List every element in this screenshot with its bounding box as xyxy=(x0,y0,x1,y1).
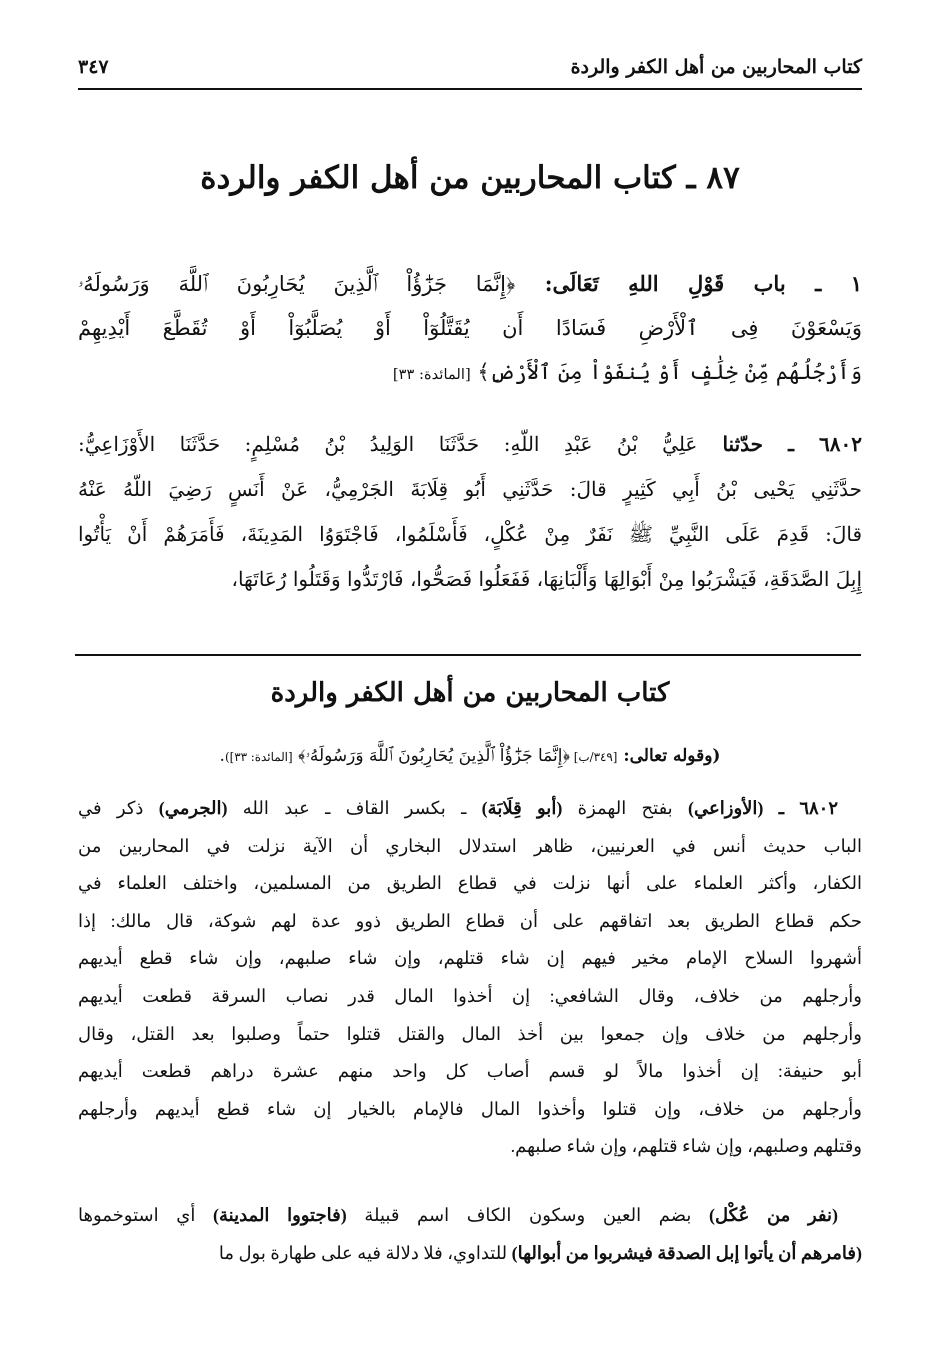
text-line xyxy=(78,1091,862,1129)
text-line xyxy=(78,1016,862,1054)
reference: [المائدة: ٣٣] xyxy=(392,366,471,383)
text-segment: أي استوخموها xyxy=(78,1205,196,1225)
text-segment: بفتح الهمزة xyxy=(562,798,673,818)
text-line xyxy=(78,306,862,350)
text-segment: عَلِيُّ بْنُ عَبْدِ اللّهِ: حَدَّثَنَا الوَلِيدُ بْنُ مُسْلِمٍ: حَدَّثَنَا الأَوْزَاعِيُّ: xyxy=(78,432,698,456)
text-line xyxy=(78,557,862,602)
text-segment: الكفار، وأكثر العلماء على أنها نزلت في قطاع الطريق من المسلمين، واختلف العلماء في xyxy=(78,873,862,894)
text-segment: إِبِلَ الصَّدَقَةِ، فَيَشْرَبُوا مِنْ أَبْوَالِهَا وَأَلْبَانِهَا، فَفَعَلُوا فَصَحُّوا، فَارْتَدُّوا وَقَتَلُوا رُعَاتَهَا، xyxy=(231,567,862,591)
text-line xyxy=(78,1053,862,1091)
text-line xyxy=(78,1128,862,1166)
bold-term: (وقوله تعالى: xyxy=(617,746,721,766)
text-line xyxy=(78,790,862,828)
running-header xyxy=(78,52,862,88)
bab-heading xyxy=(78,262,862,397)
text-line xyxy=(78,978,862,1016)
bold-term: (الجرمي) xyxy=(143,798,228,818)
text-segment: أشهروا السلاح الإمام مخير فيهم إن شاء قتلهم، وإن شاء صلبهم، وإن شاء قطع أيديهم xyxy=(78,948,862,969)
commentary-paragraph xyxy=(78,790,862,1166)
quran-verse: وَيَسْعَوْنَ فِى ٱلْأَرْضِ فَسَادًا أَن يُقَتَّلُوٓاْ أَوْ يُصَلَّبُوٓاْ أَوْ تُقَطَّعَ أَيْدِيهِمْ xyxy=(78,316,862,340)
quran-verse: ﴿إِنَّمَا جَزَٰٓؤُاْ ٱلَّذِينَ يُحَارِبُونَ ٱللَّهَ وَرَسُولَهُۥ xyxy=(78,272,516,296)
page-number: ٣٤٧ xyxy=(78,56,109,78)
text-line xyxy=(78,350,862,397)
chapter-title: ٨٧ ـ كتاب المحاربين من أهل الكفر والردة xyxy=(200,160,740,196)
text-segment: حكم قطاع الطريق بعد اتفاقهم على أن قطاع الطريق ذوو عدة لهم شوكة، قال مالك: إذا xyxy=(78,910,862,931)
bold-term: (نفر من عُكْل) xyxy=(691,1205,838,1225)
hadith-text xyxy=(78,422,862,602)
reference: [المائدة: ٣٣]) xyxy=(224,750,293,764)
text-line xyxy=(78,467,862,512)
commentary-verse xyxy=(78,738,862,775)
text-segment: وأرجلهم من خلاف، وقال الشافعي: إن أخذوا المال قدر نصاب السرقة قطعت أيديهم xyxy=(78,985,862,1006)
header-rule xyxy=(78,88,862,90)
bold-term: ٦٨٠٢ ـ (الأوزاعي) xyxy=(672,798,839,818)
quran-verse: وَأَرْجُلُهُم مِّنْ خِلَٰفٍ أَوْ يُنفَوْاْ مِنَ ٱلْأَرْضِ﴾ xyxy=(470,360,862,384)
text-line xyxy=(78,262,862,306)
text-segment: وأرجلهم من خلاف وإن جمعوا بين أخذ المال والقتل قتلوا حتماً وصلبوا بعد القتل، وقال xyxy=(78,1023,862,1044)
text-segment: للتداوي، فلا دلالة فيه على طهارة بول ما xyxy=(218,1243,508,1263)
text-segment: قالَ: قَدِمَ عَلَى النَّبِيِّ ﷺ نَفَرٌ مِنْ عُكْلٍ، فَأَسْلَمُوا، فَاجْتَوَوُا المَدِينَةَ، فَأَمَرَهُمْ أَنْ يَأْتُوا xyxy=(78,522,862,546)
text-line xyxy=(78,1234,862,1272)
bold-term: (أبو قِلَابَة) xyxy=(466,798,563,818)
text-line xyxy=(78,903,862,941)
text-line xyxy=(78,865,862,903)
bold-term: ١ ـ باب قَوْلِ اللهِ تَعَالَى: xyxy=(515,271,862,296)
commentary-divider xyxy=(75,654,861,656)
text-line xyxy=(78,1196,862,1234)
commentary-paragraph-2 xyxy=(78,1196,862,1272)
text-segment: الباب حديث أنس في العرنيين، ظاهر استدلال البخاري أن الآية نزلت في المحاربين من xyxy=(78,835,862,856)
text-segment: ذكر في xyxy=(78,798,144,818)
text-segment: . xyxy=(219,746,225,766)
text-line xyxy=(78,512,862,557)
text-line xyxy=(78,422,862,467)
text-segment: ـ بكسر القاف ـ عبد الله xyxy=(227,798,467,818)
text-segment: أبو حنيفة: إن أخذوا مالاً لو قسم أصاب كل واحد منهم عشرة دراهم قطعت أيديهم xyxy=(78,1061,862,1082)
commentary-title: كتاب المحاربين من أهل الكفر والردة xyxy=(270,678,670,708)
bold-term: (فامرهم أن يأتوا إبل الصدقة فيشربوا من أبوالها) xyxy=(507,1243,862,1263)
text-segment: بضم العين وسكون الكاف اسم قبيلة xyxy=(346,1205,692,1225)
text-line xyxy=(78,828,862,866)
bold-term: (فاجتووا المدينة) xyxy=(195,1205,347,1225)
text-line xyxy=(78,940,862,978)
reference: [٣٤٩/ب] xyxy=(569,750,618,764)
bold-term: ٦٨٠٢ ـ حدّثنا xyxy=(697,432,862,456)
quran-verse: ﴿إِنَّمَا جَزَٰٓؤُاْ ٱلَّذِينَ يُحَارِبُونَ ٱللَّهَ وَرَسُولَهُۥ﴾ xyxy=(292,746,570,766)
running-title: كتاب المحاربين من أهل الكفر والردة xyxy=(570,56,862,78)
text-segment: وأرجلهم من خلاف، وإن قتلوا وأخذوا المال فالإمام بالخيار إن شاء قطع أيديهم وأرجلهم xyxy=(78,1098,862,1119)
text-line xyxy=(78,738,862,775)
text-segment: وقتلهم وصلبهم، وإن شاء قتلهم، وإن شاء صلبهم. xyxy=(510,1136,862,1157)
text-segment: حدَّثَنِي يَحْيى بْنُ أَبِي كَثِيرٍ قالَ: حَدَّثَنِي أَبُو قِلَابَةَ الجَرْمِيُّ، عَنْ أَنَسٍ رَضِيَ اللّهُ عَنْهُ xyxy=(78,477,862,501)
